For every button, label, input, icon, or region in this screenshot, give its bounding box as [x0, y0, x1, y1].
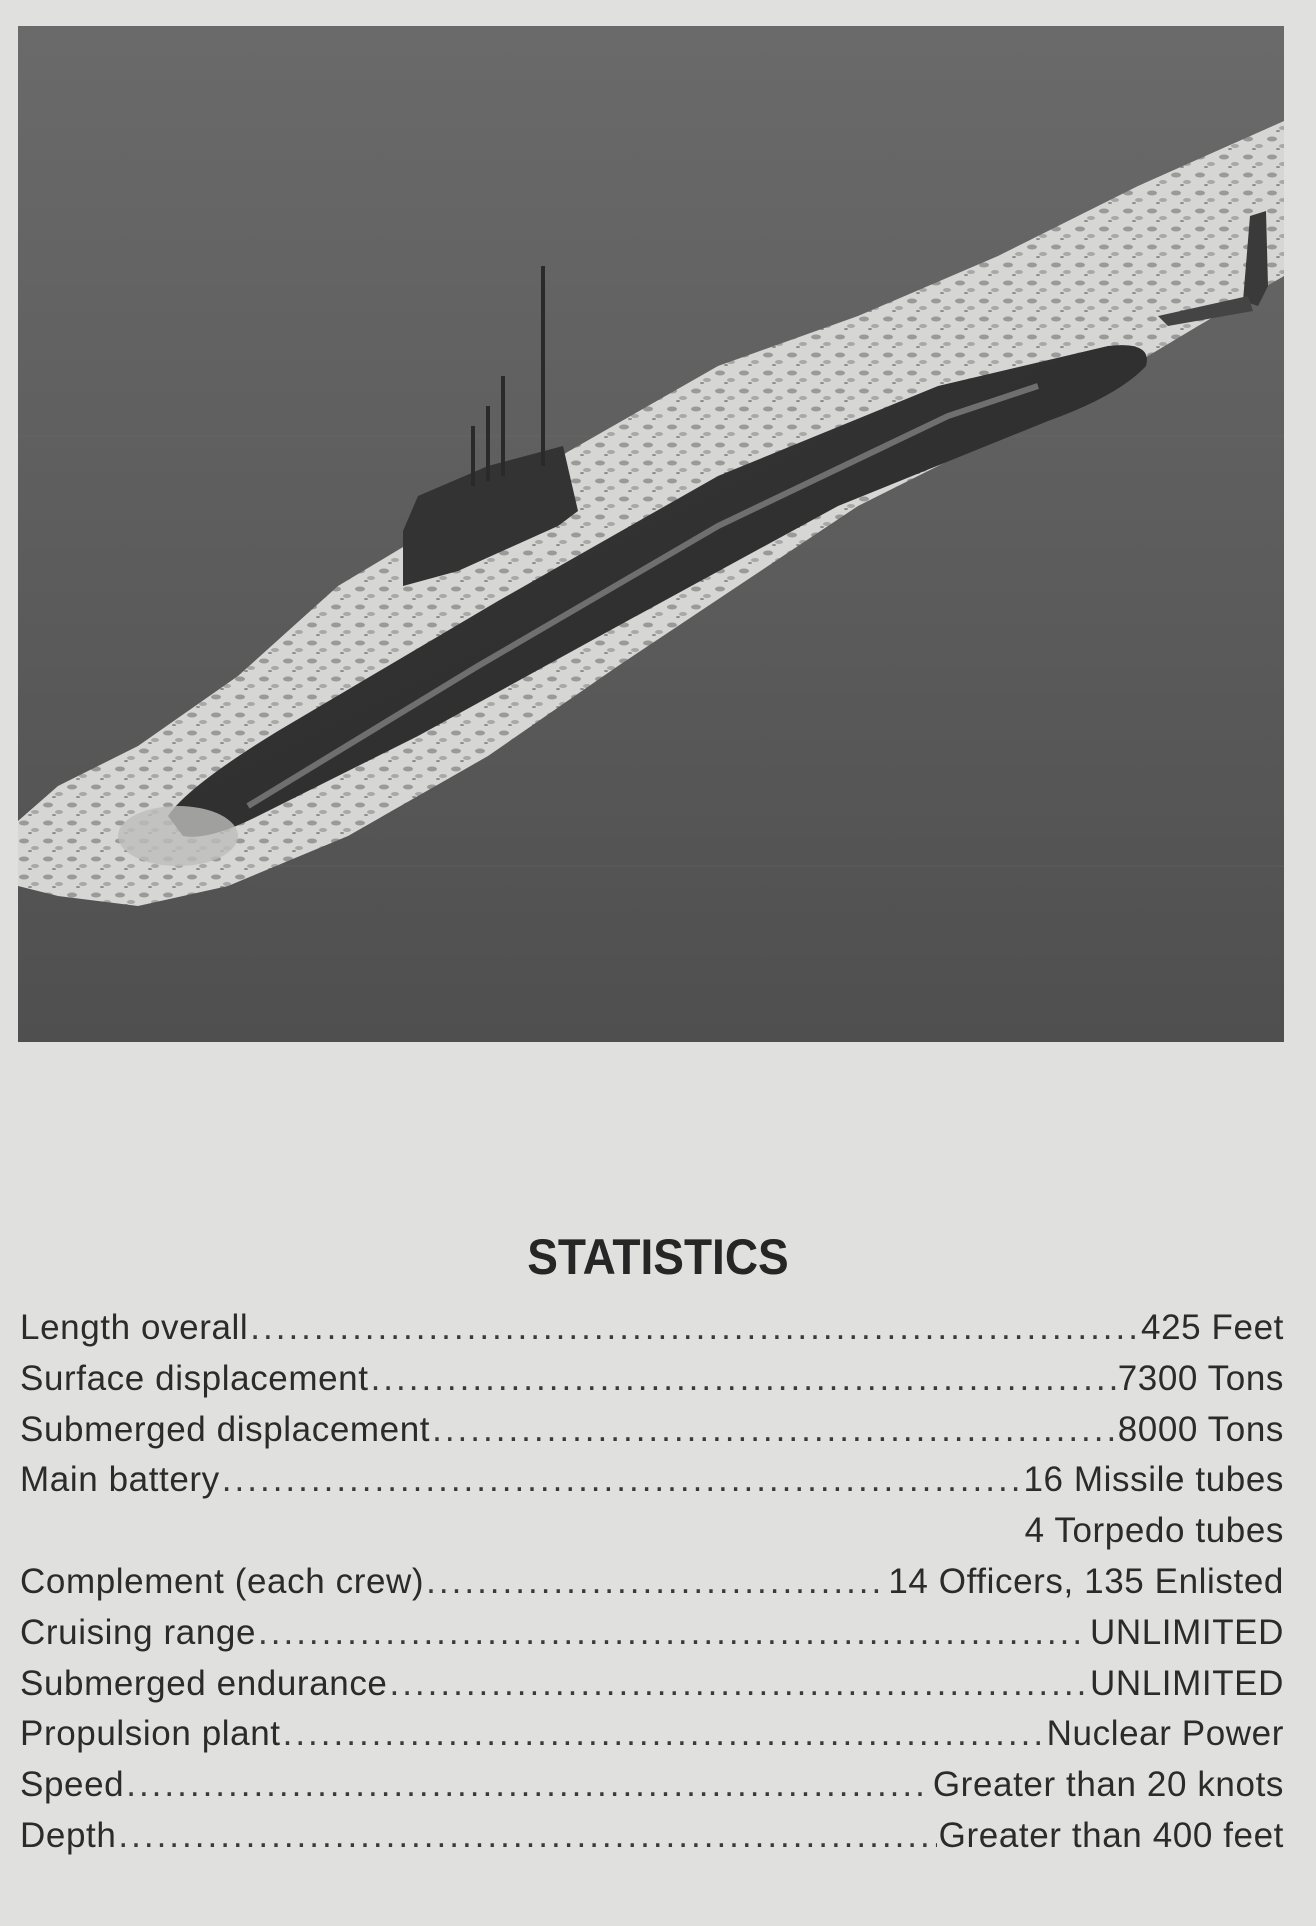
- stat-row-submerged-endurance: [20, 1664, 1284, 1715]
- dot-leader: [118, 1816, 936, 1856]
- stat-value: 14 Officers, 135 Enlisted: [888, 1561, 1284, 1601]
- stat-row-main-battery: [20, 1460, 1284, 1511]
- stat-row-complement: [20, 1562, 1284, 1613]
- stat-row-surface-displacement: [20, 1359, 1284, 1410]
- stat-value: 7300 Tons: [1117, 1358, 1284, 1398]
- stat-value: 425 Feet: [1141, 1308, 1284, 1347]
- dot-leader: [222, 1460, 1022, 1500]
- dot-leader: [432, 1410, 1116, 1450]
- stat-value: UNLIMITED: [1089, 1663, 1284, 1703]
- stat-label: Depth: [20, 1815, 117, 1855]
- stat-row-submerged-displacement: [20, 1410, 1284, 1461]
- stat-row-cruising-range: [20, 1613, 1284, 1664]
- stat-value: 8000 Tons: [1117, 1409, 1284, 1449]
- stat-value: 16 Missile tubes: [1023, 1460, 1284, 1500]
- stat-label: Speed: [20, 1765, 125, 1805]
- stat-value: Greater than 20 knots: [932, 1765, 1284, 1805]
- stat-value: 4 Torpedo tubes: [1024, 1511, 1284, 1551]
- stat-row-speed: [20, 1765, 1284, 1816]
- dot-leader: [258, 1613, 1088, 1653]
- stat-label: Cruising range: [20, 1612, 257, 1652]
- stat-label: Submerged displacement: [20, 1409, 431, 1449]
- stat-row-depth: [20, 1816, 1284, 1867]
- stat-row-length: [20, 1308, 1284, 1359]
- stat-row-propulsion: [20, 1714, 1284, 1765]
- stat-label: Main battery: [20, 1460, 220, 1500]
- stat-value: Greater than 400 feet: [938, 1815, 1284, 1855]
- submarine-illustration: [18, 26, 1284, 1042]
- dot-leader: [250, 1308, 1139, 1348]
- statistics-table: [20, 1308, 1284, 1867]
- submarine-photo: [18, 26, 1284, 1042]
- dot-leader: [126, 1765, 931, 1805]
- dot-leader: [371, 1359, 1116, 1399]
- stat-value: UNLIMITED: [1089, 1612, 1284, 1652]
- stat-label: Submerged endurance: [20, 1663, 388, 1703]
- statistics-heading: STATISTICS: [527, 1229, 789, 1285]
- stat-label: Propulsion plant: [20, 1714, 281, 1754]
- stat-label: Surface displacement: [20, 1358, 369, 1398]
- stat-value: Nuclear Power: [1046, 1714, 1284, 1754]
- stat-row-main-battery-continued: [20, 1511, 1284, 1562]
- dot-leader: [389, 1664, 1087, 1704]
- stat-label: Length overall: [20, 1308, 249, 1347]
- stat-label: Complement (each crew): [20, 1561, 425, 1601]
- dot-leader: [283, 1714, 1045, 1754]
- dot-leader: [426, 1562, 886, 1602]
